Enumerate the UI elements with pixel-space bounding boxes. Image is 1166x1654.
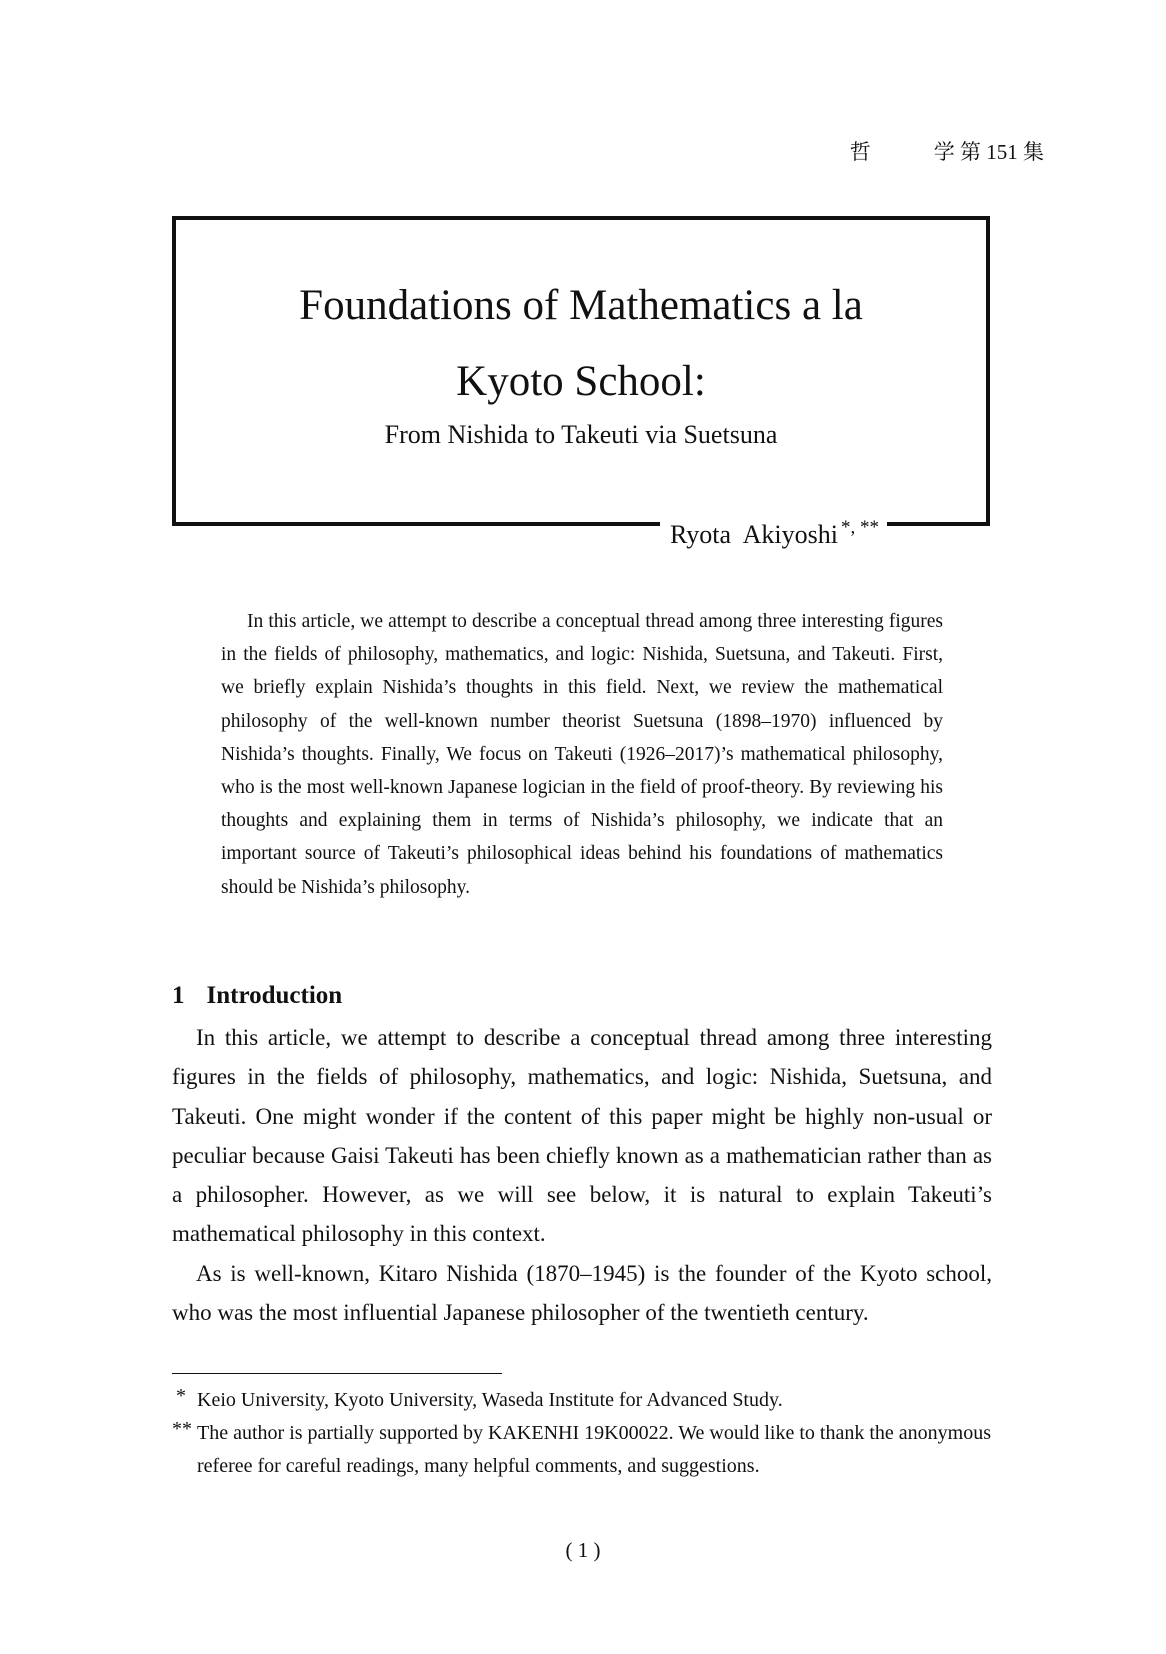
title-box: [172, 216, 990, 526]
body-paragraph: As is well-known, Kitaro Nishida (1870–1945) is the founder of the Kyoto school, who was the most influential Japanese philosopher of the twentieth century.: [172, 1260, 992, 1326]
footnote-1: [172, 1384, 1002, 1417]
author-footnote-marks: *, **: [840, 517, 879, 538]
section-body: [172, 1018, 992, 1332]
title-line-1: Foundations of Mathematics a la: [299, 282, 863, 329]
footnote-mark: *: [176, 1385, 186, 1407]
abstract-text: In this article, we attempt to describe a conceptual thread among three interesting figures in the fields of philosophy, mathematics, and logic: Nishida, Suetsuna, and Takeuti. First, we briefly explain Nishida’s thoughts in this field. Next, we review the mathematical philosophy of the well-known number theorist Suetsuna (1898–1970) influenced by Nishida’s thoughts. Finally, We focus on Takeuti (1926–2017)’s mathematical philosophy, who is the most well-known Japanese logician in the field of proof-theory. By reviewing his thoughts and explaining them in terms of Nishida’s philosophy, we indicate that an important source of Takeuti’s philosophical ideas behind his foundations of mathematics should be Nishida’s philosophy.: [221, 611, 943, 898]
footnote-divider: [172, 1373, 502, 1374]
paper-subtitle: From Nishida to Takeuti via Suetsuna: [384, 420, 778, 449]
footnote-text: Keio University, Kyoto University, Waseda Institute for Advanced Study.: [197, 1389, 783, 1411]
author-line: [660, 508, 887, 555]
footnote-text: The author is partially supported by KAKENHI 19K00022. We would like to thank the anonymous referee for careful readings, many helpful comments, and suggestions.: [197, 1422, 992, 1477]
running-header: 哲 学 第 151 集: [849, 140, 1044, 164]
section-heading: [172, 982, 342, 1010]
page-number: ( 1 ): [565, 1538, 601, 1562]
title-line-2: Kyoto School:: [456, 358, 706, 405]
footnote-mark: **: [172, 1418, 192, 1440]
section-number: 1: [172, 982, 185, 1009]
section-title: Introduction: [206, 982, 343, 1009]
paper-title: [176, 268, 986, 420]
abstract: [221, 605, 943, 904]
body-paragraph: In this article, we attempt to describe a conceptual thread among three interesting figures in the fields of philosophy, mathematics, and logic: Nishida, Suetsuna, and Takeuti. One might wonder if the content of this paper might be highly non-usual or peculiar because Gaisi Takeuti has been chiefly known as a mathematician rather than as a philosopher. However, as we will see below, it is natural to explain Takeuti’s mathematical philosophy in this context.: [172, 1025, 992, 1247]
footnotes: [172, 1384, 1002, 1483]
author-name: Ryota Akiyoshi: [670, 520, 838, 549]
footnote-2: [172, 1417, 1002, 1483]
